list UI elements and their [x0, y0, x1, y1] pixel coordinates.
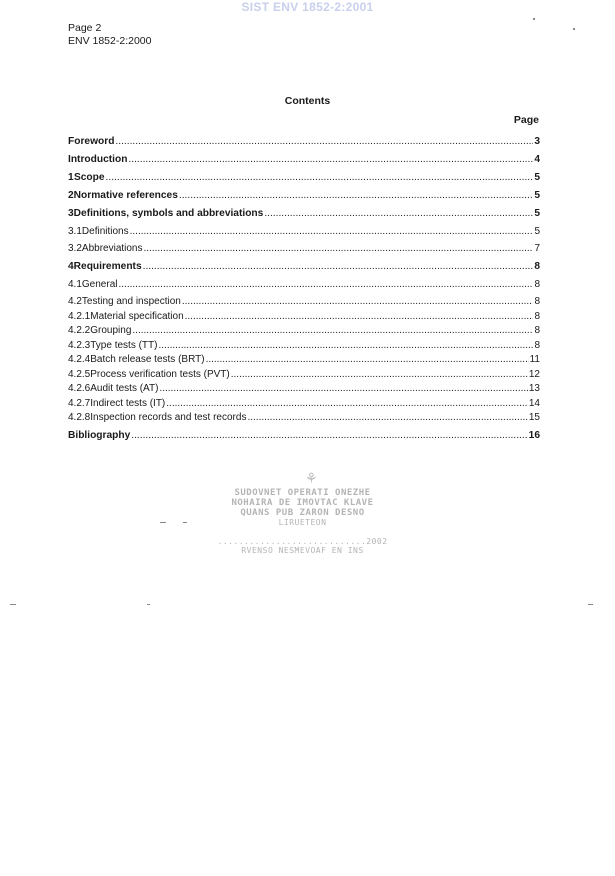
toc-dot-leader — [115, 135, 533, 148]
toc-entry-number: 4.2.1 — [68, 310, 91, 322]
toc-entry[interactable] — [68, 225, 540, 238]
toc-entry-title: Introduction — [68, 154, 128, 165]
toc-entry[interactable] — [68, 207, 540, 220]
stamp-line: SUDOVNET OPERATI ONEZHE — [234, 488, 371, 498]
toc-entry-number: 4.2.2 — [68, 325, 91, 336]
stamp-line: ............................2002 — [217, 537, 388, 546]
toc-dot-leader — [179, 189, 533, 202]
toc-dot-leader — [264, 207, 533, 220]
toc-entry-title: Inspection records and test records — [90, 412, 247, 423]
toc-entry-number: 3.2 — [68, 243, 82, 254]
toc-entry-page: 8 — [534, 261, 540, 272]
toc-entry-title: Foreword — [68, 136, 115, 147]
toc-entry[interactable] — [68, 153, 540, 166]
toc-entry-number: 4.2.7 — [68, 397, 91, 409]
toc-entry-number: 4.2 — [68, 296, 82, 307]
toc-entry-number: 3.1 — [68, 226, 82, 237]
scan-speck — [588, 604, 593, 605]
toc-entry-number: 4 — [68, 261, 74, 272]
toc-dot-leader — [144, 242, 534, 255]
toc-entry[interactable] — [68, 242, 540, 255]
toc-entry[interactable] — [68, 339, 540, 352]
stamp-line: NOHAIRA DE IMOVTAC KLAVE — [231, 498, 374, 508]
watermark-header: SIST ENV 1852-2:2001 — [241, 0, 374, 14]
table-of-contents — [68, 135, 540, 442]
toc-dot-leader — [143, 260, 534, 273]
toc-entry-page: 13 — [528, 383, 540, 394]
scan-speck — [160, 522, 166, 523]
toc-entry[interactable] — [68, 353, 540, 366]
page-column-label: Page — [513, 114, 539, 126]
document-id: ENV 1852-2:2000 — [68, 35, 152, 47]
toc-entry-page: 5 — [534, 172, 540, 183]
toc-dot-leader — [182, 295, 534, 308]
toc-dot-leader — [166, 397, 528, 410]
stamp-line: LIRUETEON — [278, 518, 327, 527]
toc-entry-number: 3 — [68, 208, 74, 219]
toc-dot-leader — [128, 153, 533, 166]
toc-entry-title: Audit tests (AT) — [90, 383, 159, 394]
toc-dot-leader — [231, 368, 528, 381]
scan-speck — [533, 18, 535, 20]
toc-entry[interactable] — [68, 397, 540, 410]
toc-entry[interactable] — [68, 429, 540, 442]
scan-speck — [573, 28, 575, 30]
scan-speck — [183, 522, 187, 523]
toc-entry-title: Process verification tests (PVT) — [90, 368, 230, 380]
stamp-line: RVENSO NESMEVOAF EN INS — [241, 546, 364, 555]
toc-entry-number: 1 — [68, 172, 74, 183]
toc-entry-title: Indirect tests (IT) — [90, 397, 166, 409]
toc-entry[interactable] — [68, 260, 540, 273]
toc-entry-page: 8 — [534, 296, 540, 307]
toc-entry-page: 4 — [534, 154, 540, 165]
toc-entry[interactable] — [68, 295, 540, 308]
toc-dot-leader — [247, 411, 527, 424]
toc-entry-title: Batch release tests (BRT) — [90, 354, 205, 365]
toc-entry-number: 4.2.5 — [68, 368, 91, 380]
toc-entry-number: 4.2.4 — [68, 354, 91, 365]
toc-entry-page: 11 — [529, 354, 540, 365]
toc-entry-number: 4.2.8 — [68, 412, 91, 423]
toc-entry-page: 15 — [528, 412, 540, 423]
toc-entry[interactable] — [68, 310, 540, 323]
toc-entry[interactable] — [68, 189, 540, 202]
toc-entry-page: 5 — [534, 208, 540, 219]
toc-entry-number: 4.2.6 — [68, 383, 91, 394]
stamp-emblem-icon: ⚘ — [305, 470, 318, 486]
toc-entry-title: General — [81, 279, 118, 290]
toc-dot-leader — [206, 353, 529, 366]
toc-dot-leader — [185, 310, 534, 323]
stamp-line: QUANS PUB ZARON DESNO — [240, 508, 365, 518]
toc-entry-title: Material specification — [90, 310, 184, 322]
toc-entry[interactable] — [68, 368, 540, 381]
toc-entry[interactable] — [68, 135, 540, 148]
toc-dot-leader — [159, 382, 527, 395]
toc-entry[interactable] — [68, 278, 540, 291]
toc-entry[interactable] — [68, 382, 540, 395]
toc-dot-leader — [130, 225, 534, 238]
toc-entry-page: 16 — [528, 430, 540, 441]
toc-dot-leader — [132, 324, 533, 337]
toc-entry-title: Definitions — [81, 226, 129, 237]
toc-dot-leader — [118, 278, 533, 291]
scan-speck — [147, 604, 150, 605]
toc-entry-title: Grouping — [90, 325, 132, 336]
toc-entry[interactable] — [68, 171, 540, 184]
toc-entry-page: 5 — [534, 190, 540, 201]
scan-speck — [10, 604, 16, 605]
toc-entry-title: Abbreviations — [81, 243, 143, 254]
toc-dot-leader — [158, 339, 533, 352]
toc-entry-title: Definitions, symbols and abbreviations — [73, 208, 264, 219]
toc-entry-page: 7 — [534, 243, 540, 254]
toc-entry-page: 8 — [534, 279, 540, 290]
toc-entry-number: 2 — [68, 190, 74, 201]
toc-dot-leader — [131, 429, 527, 442]
toc-entry-title: Bibliography — [68, 430, 131, 441]
toc-entry-page: 14 — [528, 397, 540, 409]
toc-entry-page: 12 — [528, 368, 540, 380]
toc-entry-title: Testing and inspection — [81, 296, 181, 307]
toc-dot-leader — [106, 171, 534, 184]
toc-entry-page: 8 — [534, 339, 540, 351]
toc-entry-title: Requirements — [73, 261, 142, 272]
page-number-label: Page 2 — [68, 22, 102, 34]
toc-entry-number: 4.1 — [68, 279, 82, 290]
library-stamp — [215, 488, 390, 555]
contents-title: Contents — [284, 95, 331, 107]
toc-entry[interactable] — [68, 411, 540, 424]
toc-entry[interactable] — [68, 324, 540, 337]
toc-entry-page: 3 — [534, 136, 540, 147]
toc-entry-title: Scope — [73, 172, 105, 183]
page-header — [68, 22, 151, 48]
toc-entry-number: 4.2.3 — [68, 339, 91, 351]
toc-entry-title: Normative references — [73, 190, 178, 201]
toc-entry-title: Type tests (TT) — [90, 339, 158, 351]
toc-entry-page: 8 — [534, 325, 540, 336]
toc-entry-page: 5 — [534, 226, 540, 237]
toc-entry-page: 8 — [534, 310, 540, 322]
